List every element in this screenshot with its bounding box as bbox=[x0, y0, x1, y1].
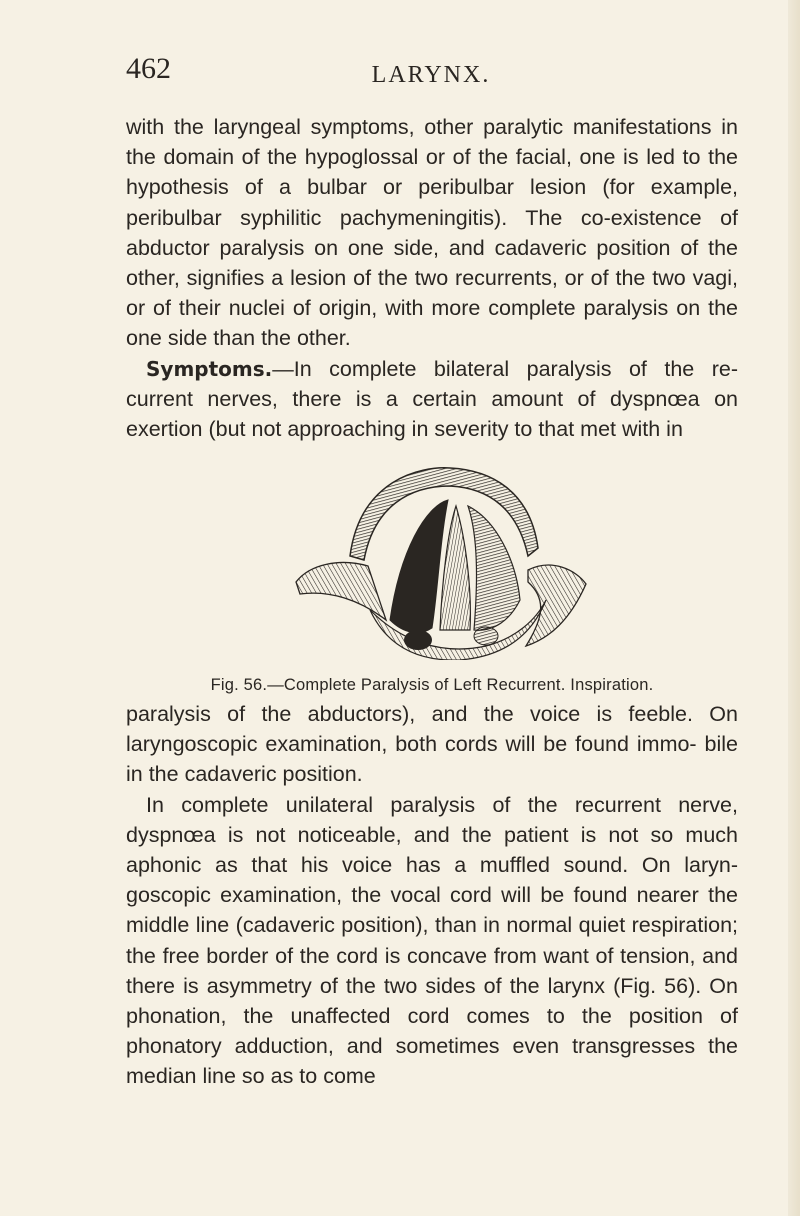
text-block-bottom bbox=[126, 699, 738, 1092]
figure-caption: Fig. 56.—Complete Paralysis of Left Recurrent. Inspiration. bbox=[210, 676, 654, 694]
paragraph-4: In complete unilateral paralysis of the recurrent nerve, dyspnœa is not noticeable, and the patient is not so much aphonic as that his voice has a muffled sound. On laryn- goscopic examination, the vocal cord will be found nearer the middle line (cadaveric position), than in normal quiet respiration; the free border of the cord is concave from want of tension, and there is asymmetry of the two sides of the larynx (Fig. 56). On phonation, the unaffected cord comes to the position of phonatory adduction, and sometimes even transgresses the median line so as to come bbox=[126, 792, 738, 1089]
page-edge-shadow bbox=[788, 0, 800, 1216]
symptoms-heading: Symptoms. bbox=[146, 356, 273, 381]
paragraph-2-text: —In complete bilateral paralysis of the re- current nerves, there is a certain amount of dyspnœa on exertion (but not approaching in severity to that met with in bbox=[126, 356, 738, 442]
paragraph-1: with the laryngeal symptoms, other paralytic manifestations in the domain of the hypoglossal or of the facial, one is led to the hypothesis of a bulbar or peribulbar lesion (for example, peribulbar syphilitic pachymeningitis). The co-existence of abductor paralysis on one side, and cadaveric position of the other, signifies a lesion of the two recurrents, or of the two vagi, or of their nuclei of origin, with more complete paralysis on the one side than the other. bbox=[126, 115, 738, 351]
larynx-engraving bbox=[290, 460, 590, 660]
figure-56-illustration bbox=[290, 460, 590, 660]
text-block-top bbox=[126, 112, 738, 444]
paragraph-2 bbox=[126, 354, 738, 445]
page-number: 462 bbox=[126, 52, 171, 85]
page-header bbox=[126, 52, 736, 96]
running-head: LARYNX. bbox=[371, 62, 491, 88]
paragraph-3: paralysis of the abductors), and the voice is feeble. On laryngoscopic examination, both cords will be found immo- bile in the cadaveric position. bbox=[126, 702, 738, 787]
